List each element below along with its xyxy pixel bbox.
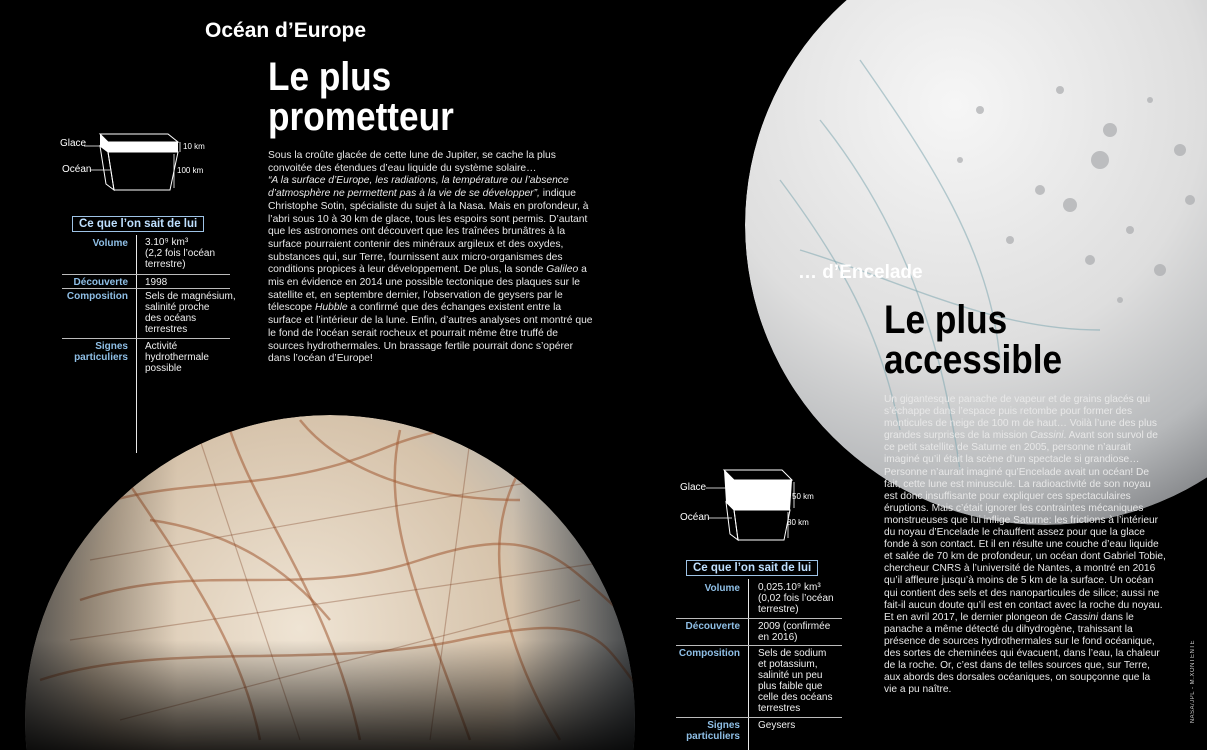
encelade-fact-volume-value: 0,025.10⁹ km³ (0,02 fois l’océan terrestre) [758,582,834,615]
europe-quote: “A la surface d’Europe, les radiations, la température ou l’absence d’atmosphère ne permettent pas à la vie de se développer”, [268,175,569,200]
europe-fact-composition-value: Sels de magnésium, salinité proche des océans terrestres [145,291,236,335]
europe-ocean-label: Océan [62,164,92,175]
encelade-fact-sep-2 [676,645,842,646]
europe-fact-signs-value: Activité hydrothermale possible [145,341,209,374]
europa-planet [0,415,700,750]
encelade-facts-title: Ce que l’on sait de lui [686,560,818,576]
encelade-layer-diagram [678,462,838,548]
encelade-ice-depth: 50 km [792,492,814,501]
europe-fact-signs-label: Signes particuliers [74,341,128,363]
europe-ice-depth: 10 km [183,142,205,151]
photo-credit: NASA/JPL - M.XONTENTE [1190,640,1196,724]
encelade-fact-composition-label: Composition [678,648,740,659]
encelade-facts-divider [748,579,749,750]
europe-kicker: Océan d’Europe [205,19,367,42]
encelade-headline-line1: Le plus [884,298,1008,342]
encelade-kicker: … d’Encelade [798,262,923,283]
europe-facts-divider [136,235,137,453]
encelade-ocean-depth: 80 km [787,518,809,527]
encelade-headline-line2: accessible [884,338,1063,382]
encelade-fact-sep-1 [676,618,842,619]
encelade-fact-signs-value: Geysers [758,720,796,731]
encelade-fact-discovery-label: Découverte [685,621,740,632]
encelade-ice-label: Glace [680,482,707,493]
europe-fact-sep-1 [62,274,230,275]
europe-ice-label: Glace [60,138,87,149]
europe-fact-volume-value: 3.10⁹ km³ (2,2 fois l’océan terrestre) [145,237,216,270]
europe-body-text: Sous la croûte glacée de cette lune de Jupiter, se cache la plus convoitée des étendues d’eau liquide du système solaire… “A la surface d’Europe, les radiations, la température ou l’absence d’atmosphère ne permettent pas à la vie de se développer”, indique Christophe Sotin, spécialiste du sujet à la Nasa. Mais en profondeur, à l’abri sous 10 à 30 km de glace, tous les espoirs sont permis. D’autant que les astronomes ont découvert que les traînées brunâtres à la surface pourraient contenir des minéraux argileux et des oxydes, substances qui, sur Terre, fournissent aux micro-organismes des conditions propices à leur développement. De plus, la sonde Galileo a mis en évidence en 2014 une possible tectonique des plaques sur le satellite et, en septembre dernier, l’observation de geysers par le télescope Hubble a confirmé que des échanges existent entre la surface et l’intérieur de la lune. Enfin, d’autres analyses ont montré que le fond de l’océan serait rocheux et pourrait même être truffé de sources hydrothermales. Un brassage fertile pourrait donc s’opérer dans l’océan d’Europe! [268,150,593,365]
europe-fact-discovery-value: 1998 [145,277,168,288]
europe-headline-line2: prometteur [268,95,454,139]
encelade-ocean-label: Océan [680,512,710,523]
encelade-fact-sep-3 [676,717,842,718]
europe-fact-discovery-label: Découverte [73,277,128,288]
europe-headline [268,57,454,137]
encelade-fact-signs-label: Signes particuliers [686,720,740,742]
europe-facts-title: Ce que l’on sait de lui [72,216,204,232]
europe-fact-sep-3 [62,338,230,339]
encelade-fact-volume-label: Volume [704,583,740,594]
encelade-body-text: Un gigantesque panache de vapeur et de grains glacés qui s’échappe dans l’espace puis retombe pour former des monticules de neige de 100 m de haut… Voilà l’une des plus grandes surprises de la mission Cassini. Avant son survol de ce petit satellite de Saturne en 2005, personne n’aurait imaginé qu’il était la scène d’un spectacle si grandiose… Personne n’aurait imaginé qu’Encelade avait un océan! De fait, cette lune est minuscule. La radioactivité de son noyau est donc insuffisante pour expliquer ces spectaculaires éruptions. Mais c’était ignorer les contraintes mécaniques monstrueuses que lui inflige Saturne: les frictions à l’intérieur du noyau d’Encelade le chauffent assez pour que la glace fonde à son contact. Et il en résulte une couche d’eau liquide et salée de 70 km de profondeur, un océan dont Gabriel Tobie, chercheur CNRS à l’université de Nantes, a montré en 2016 qu’il affleure jusqu’à moins de 5 km de la surface. Un océan qui contient des sels et des nanoparticules de silice; aussi ne fait-il aucun doute qu’il est en contact avec la roche du noyau. Et en avril 2017, le dernier plongeon de Cassini dans le panache a même détecté du dihydrogène, trahissant la présence de sources hydrothermales sur le fond océanique, des sortes de cheminées qui évacuent, dans l’eau, la chaleur de la roche. Or, c’est dans de telles sources que, sur Terre, aux abords des dorsales océaniques, on soupçonne que la vie a pu naître. [884,394,1166,696]
encelade-fact-composition-value: Sels de sodium et potassium, salinité un peu plus faible que celle des océans terrestres [758,648,833,714]
encelade-fact-discovery-value: 2009 (confirmée en 2016) [758,621,831,643]
europe-ocean-depth: 100 km [177,166,204,175]
encelade-headline [884,300,1062,380]
europe-fact-composition-label: Composition [66,291,128,302]
europe-fact-sep-2 [62,288,230,289]
europe-fact-volume-label: Volume [92,238,128,249]
europe-headline-line1: Le plus [268,55,392,99]
